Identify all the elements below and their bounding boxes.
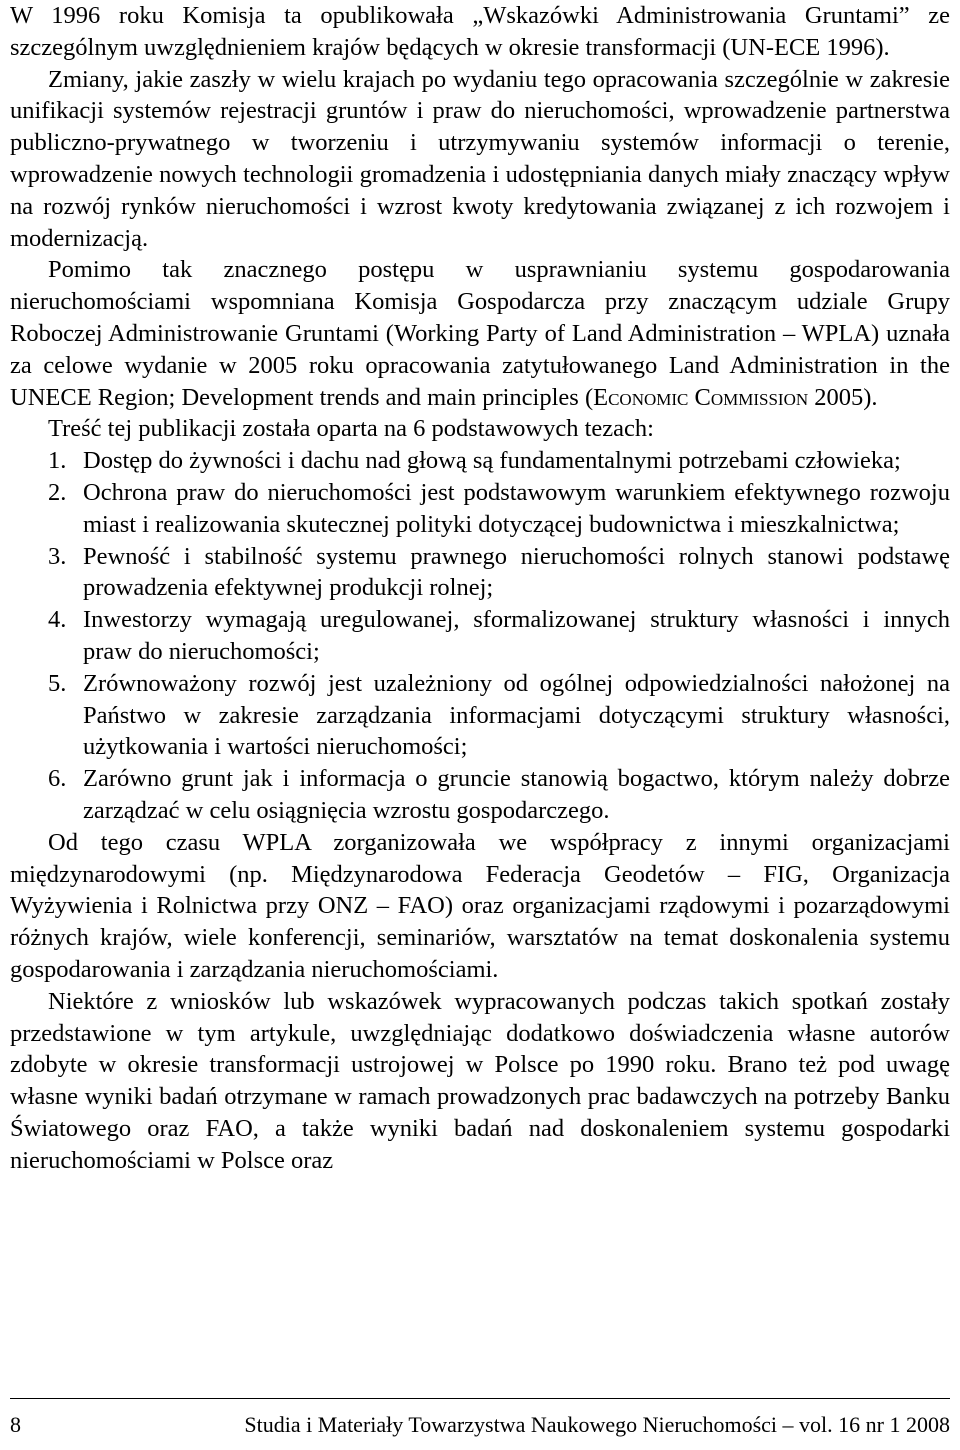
list-item-number: 2. xyxy=(48,478,67,506)
citation-year: 2005). xyxy=(808,383,878,411)
list-item xyxy=(10,477,950,541)
list-item xyxy=(10,541,950,605)
list-item-number: 3. xyxy=(48,542,67,570)
list-item xyxy=(10,763,950,827)
list-item-text: Zarówno grunt jak i informacja o gruncie stanowią bogactwo, którym należy dobrze zarządzać w celu osiągnięcia wzrostu gospodarczego. xyxy=(83,765,950,824)
document-body xyxy=(10,0,950,1176)
list-item-number: 5. xyxy=(48,669,67,697)
theses-list xyxy=(10,445,950,827)
journal-citation: Studia i Materiały Towarzystwa Naukowego Nieruchomości – vol. 16 nr 1 2008 xyxy=(244,1412,950,1437)
page-number: 8 xyxy=(10,1412,21,1437)
list-item xyxy=(10,445,950,477)
list-item-text: Dostęp do żywności i dachu nad głową są fundamentalnymi potrzebami człowieka; xyxy=(83,447,901,475)
paragraph-changes: Zmiany, jakie zaszły w wielu krajach po wydaniu tego opracowania szczególnie w zakresie unifikacji systemów rejestracji gruntów i praw do nieruchomości, wprowadzenie partnerstwa publiczno-prywatnego w tworzeniu i utrzymywaniu systemów informacji o terenie, wprowadzenie nowych technologii gromadzenia i udostępniania danych miały znaczący wpływ na rozwój rynków nieruchomości i wzrost kwoty kredytowania związanej z ich rozwojem i modernizacją. xyxy=(10,65,950,252)
list-item-number: 6. xyxy=(48,765,67,793)
list-item-text: Pewność i stabilność systemu prawnego nieruchomości rolnych stanowi podstawę prowadzenia efektywnej produkcji rolnej; xyxy=(83,542,950,602)
paragraph-commission-guidelines: W 1996 roku Komisja ta opublikowała „Wskazówki Administrowania Gruntami” ze szczególnym uwzględnieniem krajów będących w okresie transformacji (UN-ECE 1996). xyxy=(10,2,950,61)
list-item-text: Zrównoważony rozwój jest uzależniony od ogólnej odpowiedzialności nałożonej na Państwo w zakresie zarządzania informacjami dotyczącymi struktury własności, użytkowania i wartości nieruchomości; xyxy=(83,669,950,761)
footer-divider xyxy=(10,1398,950,1399)
list-item xyxy=(10,604,950,668)
paragraph-wpla-text: Pomimo tak znacznego postępu w usprawnianiu systemu gospodarowania nieruchomościami wspomniana Komisja Gospodarcza przy znaczącym udziale Grupy Roboczej Administrowanie Gruntami (Working Party of Land Administration – WPLA) uznała za celowe wydanie w 2005 roku opracowania zatytułowanego Land Administration in the UNECE Region; Development trends and main principles ( xyxy=(10,256,950,411)
paragraph-wpla-cooperation: Od tego czasu WPLA zorganizowała we współpracy z innymi organizacjami międzynarodowymi (np. Międzynarodowa Federacja Geodetów – FIG, Organizacja Wyżywienia i Rolnictwa przy ONZ – FAO) oraz organizacjami rządowymi i pozarządowymi różnych krajów, wiele konferencji, seminariów, warsztatów na temat doskonalenia systemu gospodarowania i zarządzania nieruchomościami. xyxy=(10,828,950,983)
paragraph-wpla-publication xyxy=(10,254,950,413)
list-item-text: Ochrona praw do nieruchomości jest podstawowym warunkiem efektywnego rozwoju miast i realizowania skutecznej polityki dotyczącej budownictwa i mieszkalnictwa; xyxy=(83,478,950,538)
citation-author: Economic Commission xyxy=(593,383,809,411)
paragraph-conclusions: Niektóre z wniosków lub wskazówek wypracowanych podczas takich spotkań zostały przedstawione w tym artykule, uwzględniając dodatkowo doświadczenia własne autorów zdobyte w okresie transformacji ustrojowej w Polsce po 1990 roku. Brano też pod uwagę własne wyniki badań otrzymane w ramach prowadzonych prac badawczych na potrzeby Banku Światowego oraz FAO, a także wyniki badań nad doskonaleniem systemu gospodarki nieruchomościami w Polsce oraz xyxy=(10,987,950,1174)
list-item xyxy=(10,668,950,763)
paragraph-theses-intro: Treść tej publikacji została oparta na 6 podstawowych tezach: xyxy=(48,415,654,443)
list-item-text: Inwestorzy wymagają uregulowanej, sformalizowanej struktury własności i innych praw do nieruchomości; xyxy=(83,606,950,665)
list-item-number: 1. xyxy=(48,447,67,475)
list-item-number: 4. xyxy=(48,606,67,634)
